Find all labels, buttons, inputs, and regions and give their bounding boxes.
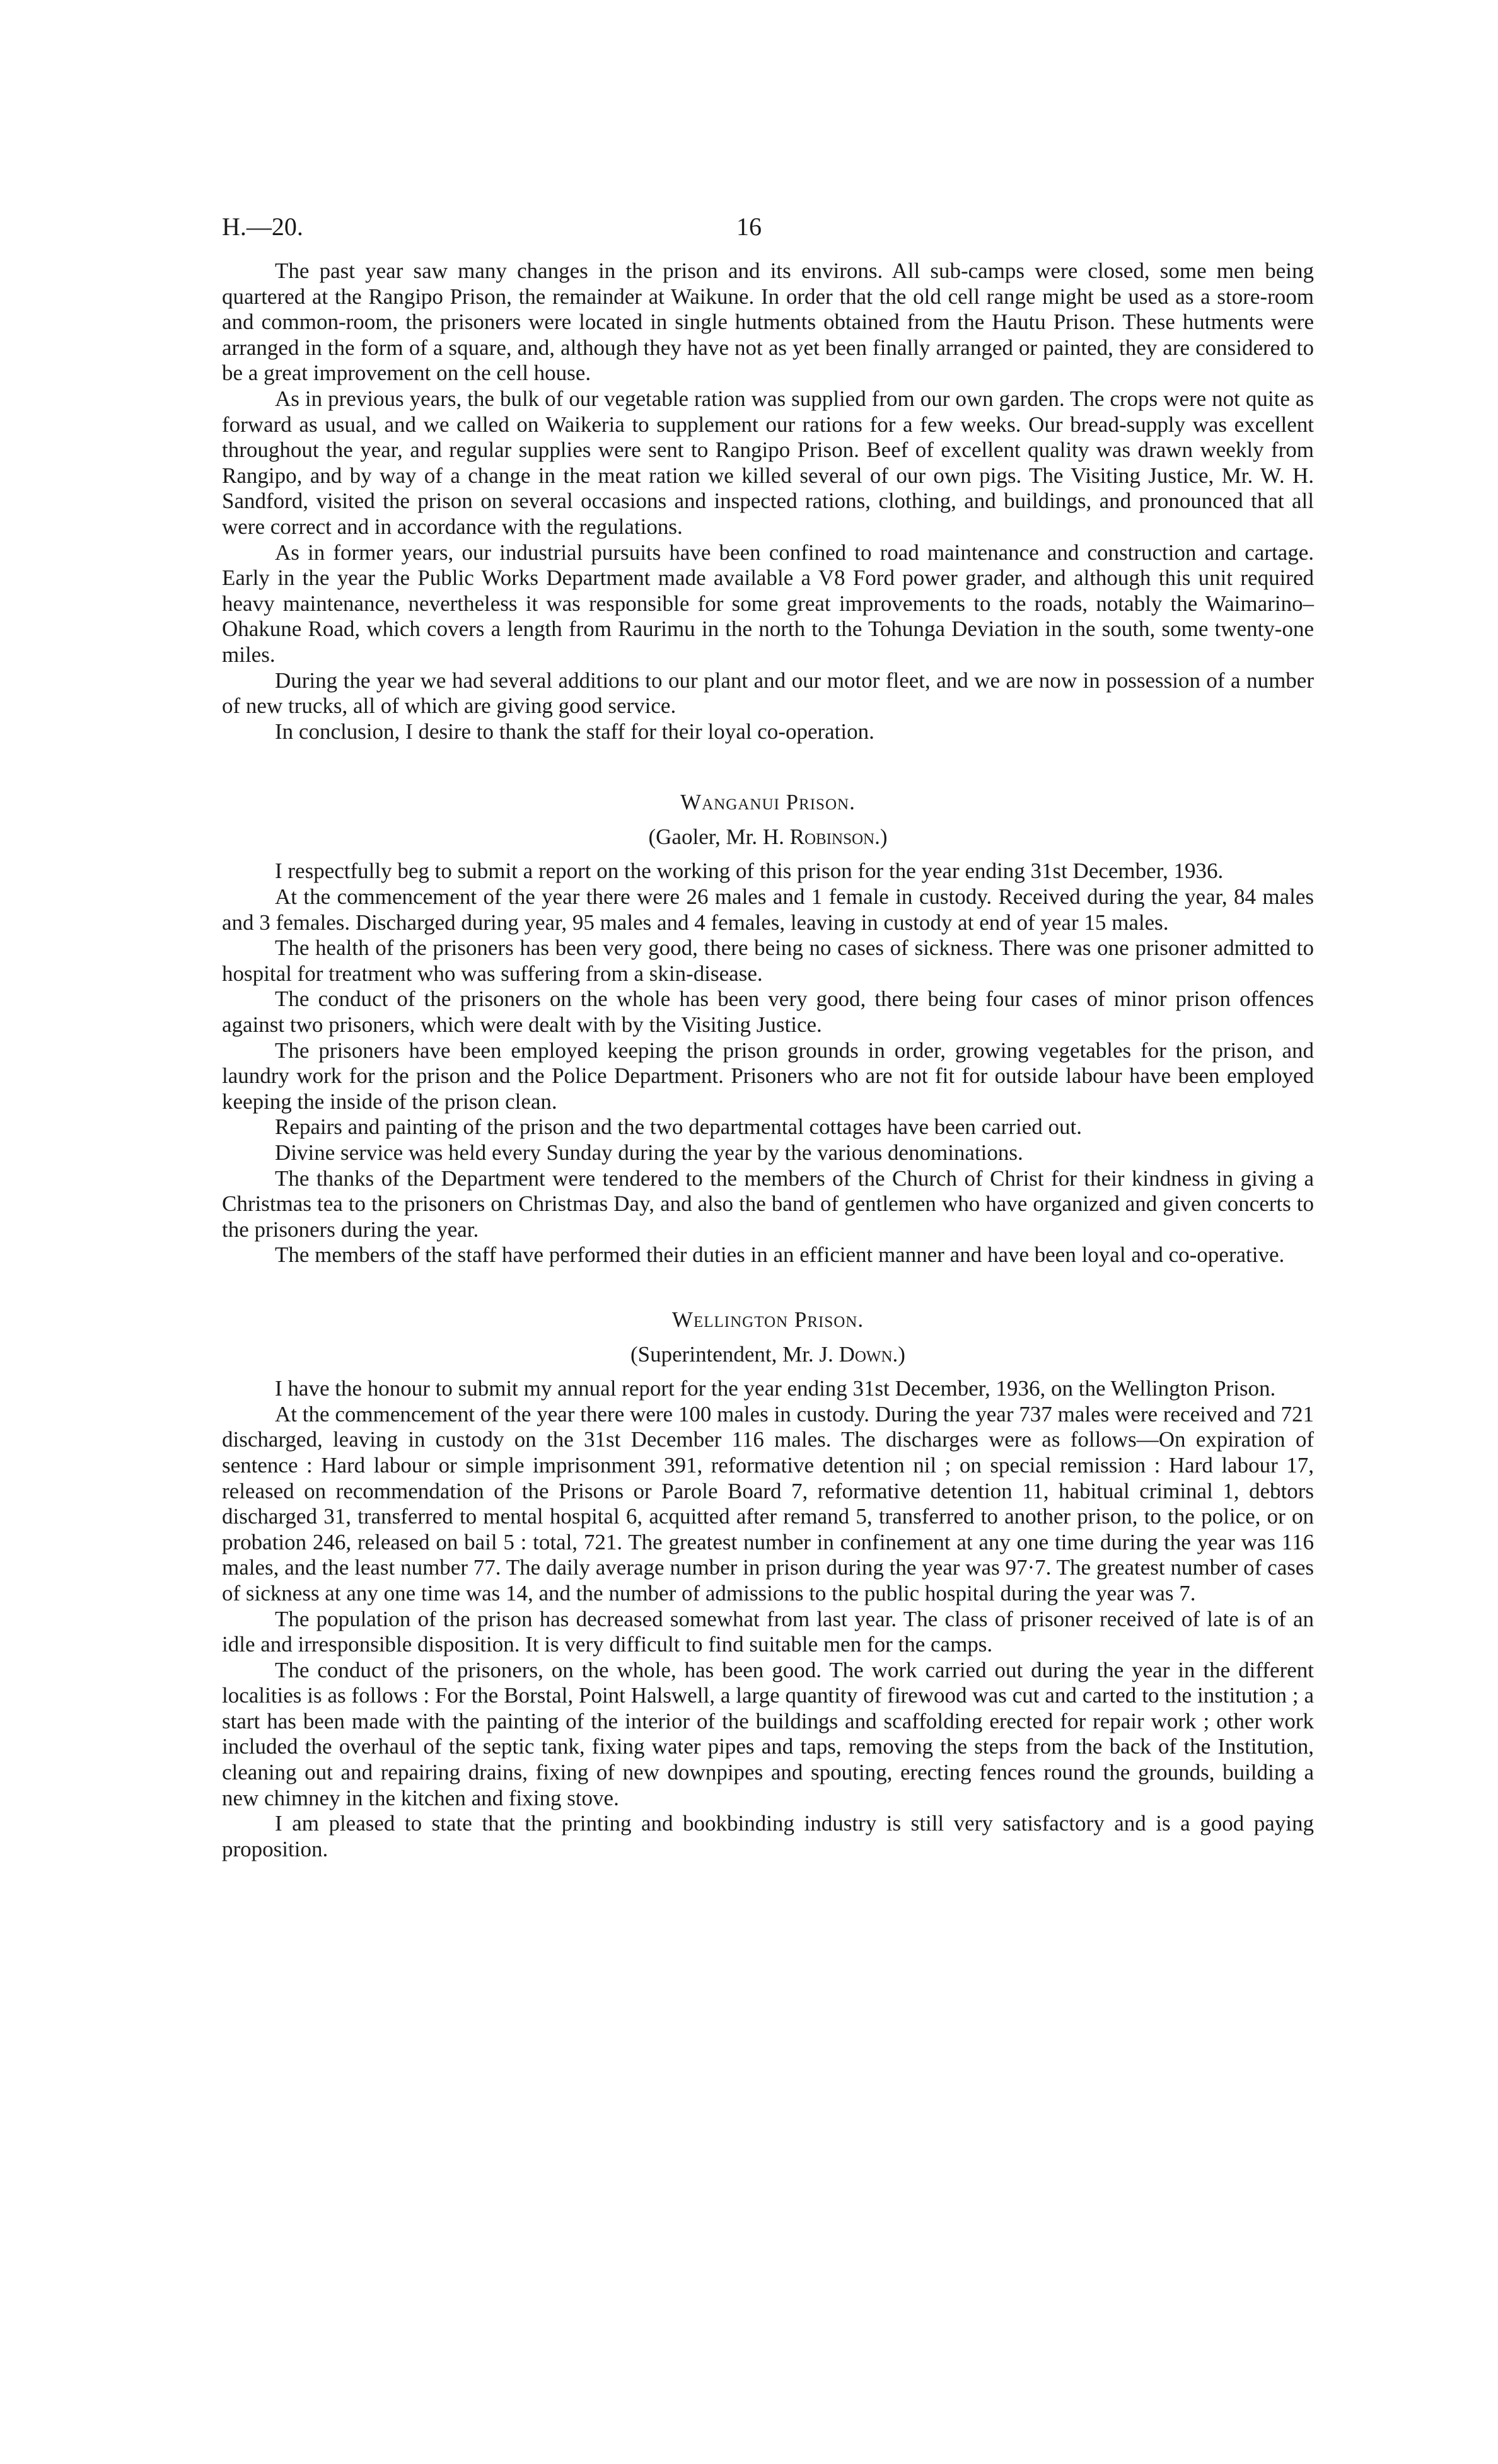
paragraph: At the commencement of the year there were 26 males and 1 female in custody. Received during the year, 84 males and 3 females. Discharged during year, 95 males and 4 females, leaving in custody at end of year 15 males. xyxy=(222,884,1314,935)
page-number: 16 xyxy=(736,212,762,241)
superintendent-prefix: (Superintendent, Mr. J. xyxy=(630,1341,839,1367)
paragraph: The health of the prisoners has been very good, there being no cases of sickness. There was one prisoner admitted to hospital for treatment who was suffering from a skin-disease. xyxy=(222,935,1314,986)
paragraph: The past year saw many changes in the prison and its environs. All sub-camps were closed, some men being quartered at the Rangipo Prison, the remainder at Waikune. In order that the old cell range might be used as a store-room and common-room, the prisoners were located in single hutments obtained from the Hautu Prison. These hutments were arranged in the form of a square, and, although they have not as yet been finally arranged or painted, they are considered to be a great improvement on the cell house. xyxy=(222,258,1314,386)
heading-spacer xyxy=(222,850,1314,859)
paragraph: Divine service was held every Sunday during the year by the various denominations. xyxy=(275,1140,1023,1165)
heading-spacer xyxy=(222,1367,1314,1376)
paragraph: The population of the prison has decreased somewhat from last year. The class of prisoner received of late is of an idle and irresponsible disposition. It is very difficult to find suitable men for the camps. xyxy=(222,1606,1314,1657)
paragraph: At the commencement of the year there were 100 males in custody. During the year 737 males were received and 721 discharged, leaving in custody on the 31st December 116 males. The discharges were as follows—On expiration of sentence : Hard labour or simple imprisonment 391, reformative detention nil ; on special remission : Hard labour 17, released on recommendation of the Prisons or Parole Board 7, reformative detention 11, habitual criminal 1, debtors discharged 31, transferred to mental hospital 6, acquitted after remand 5, transferred to another prison, to the police, or on probation 246, released on bail 5 : total, 721. The greatest number in confinement at any one time during the year was 116 males, and the least number 77. The daily average number in prison during the year was 97·7. The greatest number of cases of sickness at any one time was 14, and the number of admissions to the public hospital during the year was 7. xyxy=(222,1401,1314,1605)
gaoler-suffix: .) xyxy=(874,824,888,849)
document-reference: H.—20. xyxy=(222,212,303,241)
wellington-section xyxy=(222,1307,1314,1862)
paragraph: The conduct of the prisoners, on the whole, has been good. The work carried out during the year in the different localities is as follows : For the Borstal, Point Halswell, a large quantity of firewood was cut and carted to the institution ; a start has been made with the painting of the interior of the buildings and scaffolding erected for repair work ; other work included the overhaul of the septic tank, fixing water pipes and taps, removing the steps from the back of the Institution, cleaning out and repairing drains, fixing of new downpipes and spouting, erecting fences round the grounds, building a new chimney in the kitchen and fixing stove. xyxy=(222,1657,1314,1810)
paragraph: The thanks of the Department were tendered to the members of the Church of Christ for their kindness in giving a Christmas tea to the prisoners on Christmas Day, and also the band of gentlemen who have organized and given concerts to the prisoners during the year. xyxy=(222,1165,1314,1242)
gaoler-line xyxy=(222,824,1314,850)
paragraph: In conclusion, I desire to thank the staff for their loyal co-operation. xyxy=(275,719,874,744)
paragraph: I respectfully beg to submit a report on the working of this prison for the year ending 31st December, 1936. xyxy=(275,859,1224,884)
paragraph: As in former years, our industrial pursuits have been confined to road maintenance and construction and cartage. Early in the year the Public Works Department made available a V8 Ford power grader, and although this unit required heavy maintenance, nevertheless it was responsible for some great improvements to the roads, notably the Waimarino–Ohakune Road, which covers a length from Raurimu in the north to the Tohunga Deviation in the south, some twenty-one miles. xyxy=(222,540,1314,667)
paragraph: As in previous years, the bulk of our vegetable ration was supplied from our own garden. The crops were not quite as forward as usual, and we called on Waikeria to supplement our rations for a few weeks. Our bread-supply was excellent throughout the year, and regular supplies were sent to Rangipo Prison. Beef of excellent quality was drawn weekly from Rangipo, and by way of a change in the meat ration we killed several of our own pigs. The Visiting Justice, Mr. W. H. Sandford, visited the prison on several occasions and inspected rations, clothing, and buildings, and pronounced that all were correct and in accordance with the regulations. xyxy=(222,386,1314,539)
paragraph: Repairs and painting of the prison and the two departmental cottages have been carried out. xyxy=(275,1114,1082,1140)
superintendent-suffix: .) xyxy=(892,1341,905,1367)
paragraph: The members of the staff have performed their duties in an efficient manner and have been loyal and co-operative. xyxy=(275,1242,1285,1268)
gaoler-prefix: (Gaoler, Mr. H. xyxy=(648,824,790,849)
wanganui-section xyxy=(222,790,1314,1268)
section-heading-wellington: Wellington Prison. xyxy=(671,1307,864,1332)
section-spacer xyxy=(222,1268,1314,1307)
paragraph: The conduct of the prisoners on the whole has been very good, there being four cases of minor prison offences against two prisoners, which were dealt with by the Visiting Justice. xyxy=(222,986,1314,1038)
intro-section xyxy=(222,258,1314,744)
paragraph: During the year we had several additions to our plant and our motor fleet, and we are now in possession of a number of new trucks, all of which are giving good service. xyxy=(222,668,1314,719)
page-header xyxy=(222,212,1276,250)
paragraph: I have the honour to submit my annual report for the year ending 31st December, 1936, on the Wellington Prison. xyxy=(275,1376,1276,1401)
heading-spacer xyxy=(222,816,1314,824)
superintendent-line xyxy=(222,1342,1314,1368)
heading-spacer xyxy=(222,1333,1314,1342)
gaoler-name: Robinson xyxy=(789,824,875,849)
superintendent-name: Down xyxy=(839,1341,893,1367)
section-spacer xyxy=(222,744,1314,790)
paragraph: The prisoners have been employed keeping the prison grounds in order, growing vegetables for the prison, and laundry work for the prison and the Police Department. Prisoners who are not fit for outside labour have been employed keeping the inside of the prison clean. xyxy=(222,1038,1314,1114)
paragraph: I am pleased to state that the printing and bookbinding industry is still very satisfactory and is a good paying proposition. xyxy=(222,1811,1314,1861)
document-body xyxy=(222,258,1314,1862)
section-heading-wanganui: Wanganui Prison. xyxy=(680,790,856,815)
